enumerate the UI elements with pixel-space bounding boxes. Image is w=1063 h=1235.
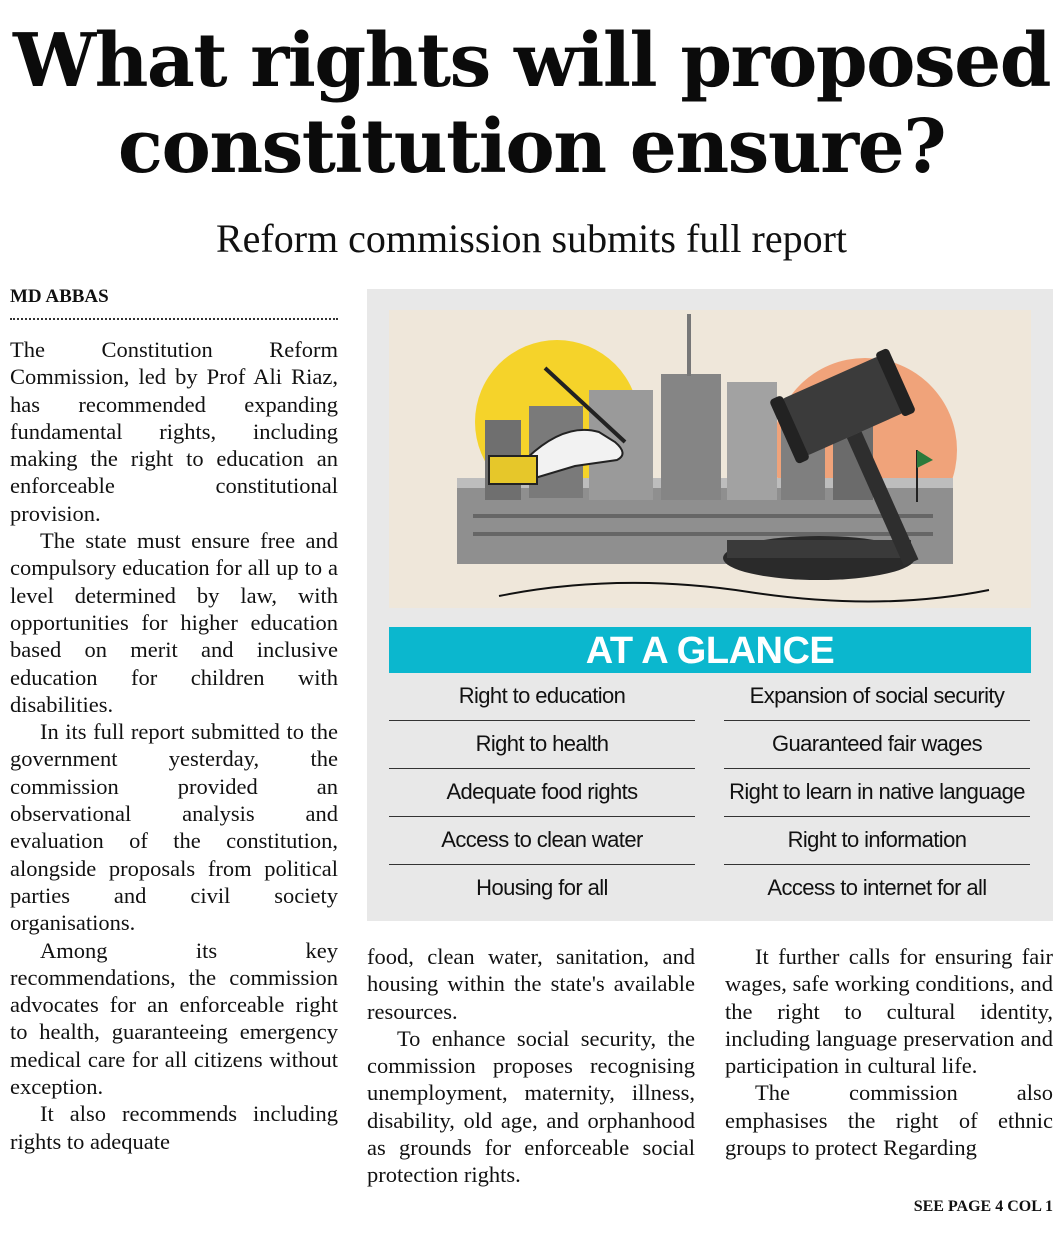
glance-item: Access to internet for all — [767, 875, 987, 900]
article-column-1 — [10, 336, 338, 1155]
byline: MD ABBAS — [10, 286, 338, 320]
continuation-jump: SEE PAGE 4 COL 1 — [913, 1198, 1053, 1215]
at-a-glance-title: AT A GLANCE — [389, 627, 1031, 673]
glance-item: Right to information — [724, 817, 1030, 865]
article-column-2 — [367, 943, 695, 1189]
article-column-3 — [725, 943, 1053, 1161]
glance-item: Guaranteed fair wages — [724, 721, 1030, 769]
glance-list-right — [724, 673, 1030, 912]
headline-line-2: constitution ensure? — [117, 104, 946, 190]
glance-item: Right to health — [389, 721, 695, 769]
glance-list-left — [389, 673, 695, 912]
paragraph: In its full report submitted to the government yesterday, the commission provided an observational analysis and evaluation of the constitution, alongside proposals from political parties and civil society organisations. — [10, 719, 338, 936]
paragraph: food, clean water, sanitation, and housing within the state's available resources. — [367, 944, 695, 1024]
glance-item: Adequate food rights — [389, 769, 695, 817]
glance-item: Housing for all — [476, 875, 608, 900]
subheadline: Reform commission submits full report — [215, 216, 848, 261]
paragraph: It further calls for ensuring fair wages, safe working conditions, and the right to cultural identity, including language preservation and participation in cultural life. — [725, 944, 1053, 1079]
parliament-gavel-illustration — [389, 310, 1031, 608]
paragraph: Among its key recommendations, the commission advocates for an enforceable right to health, guaranteeing emergency medical care for all citizens without exception. — [10, 937, 338, 1100]
glance-item: Access to clean water — [389, 817, 695, 865]
paragraph: It also recommends including rights to adequate — [10, 1101, 338, 1154]
headline-line-1: What rights will proposed — [12, 18, 1051, 104]
at-a-glance-panel — [367, 289, 1053, 921]
paragraph: To enhance social security, the commission proposes recognising unemployment, maternity, illness, disability, old age, and orphanhood as grounds for enforceable social protection rights. — [367, 1025, 695, 1188]
headline — [0, 18, 1063, 190]
paragraph: The Constitution Reform Commission, led by Prof Ali Riaz, has recommended expanding fundamental rights, including making the right to education an enforceable constitutional provision. — [10, 337, 338, 526]
glance-item: Right to education — [389, 673, 695, 721]
glance-item: Expansion of social security — [724, 673, 1030, 721]
glance-item: Right to learn in native language — [724, 769, 1030, 817]
paragraph: The state must ensure free and compulsory education for all up to a level determined by law, with opportunities for higher education based on merit and inclusive education for children with disabilities. — [10, 528, 338, 717]
paragraph: The commission also emphasises the right of ethnic groups to protect Regarding — [725, 1080, 1053, 1161]
